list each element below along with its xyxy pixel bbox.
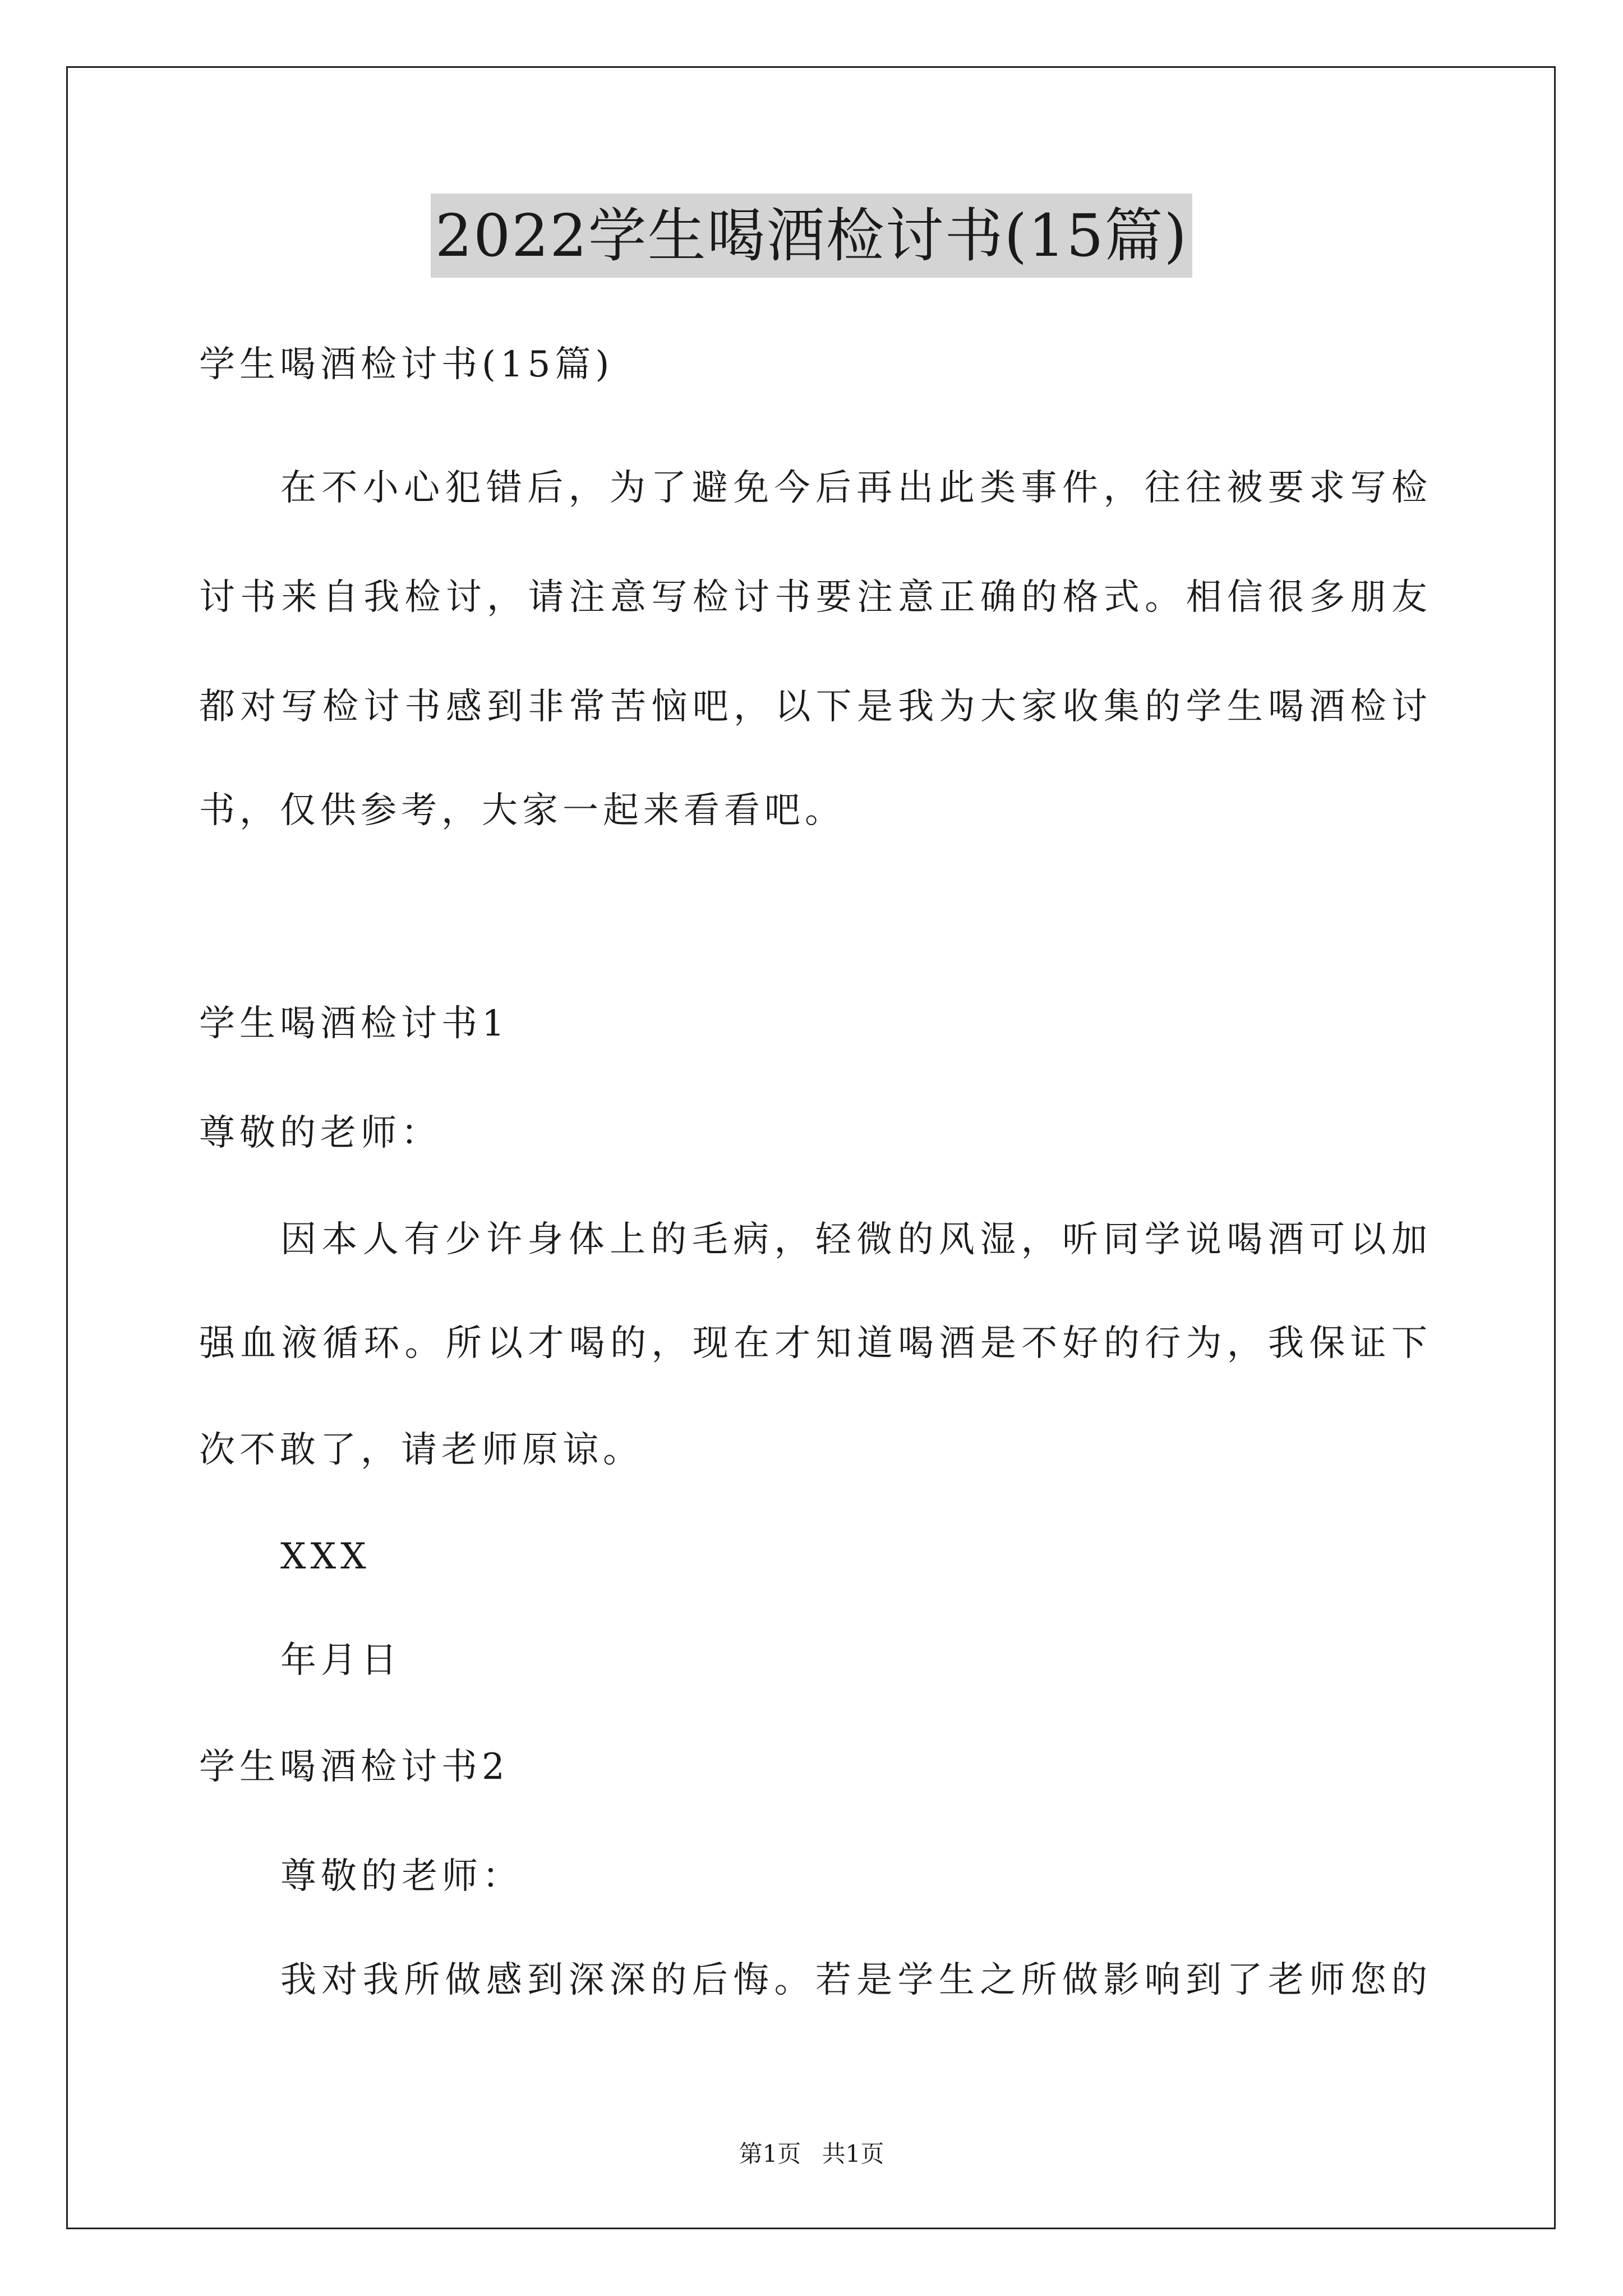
footer-total-pages: 共1页: [822, 2140, 884, 2168]
intro-line-2: 讨书来自我检讨，请注意写检讨书要注意正确的格式。相信很多朋友: [199, 577, 1427, 618]
intro-line-1: 在不小心犯错后，为了避免今后再出此类事件，往往被要求写检: [280, 467, 1427, 509]
section1-heading: 学生喝酒检讨书1: [199, 1003, 509, 1045]
title-wrap: [0, 194, 1623, 278]
document-subtitle: 学生喝酒检讨书(15篇): [199, 344, 614, 385]
section1-signature: XXX: [280, 1536, 371, 1577]
section2-salutation: 尊敬的老师：: [280, 1856, 523, 1897]
document-title: 2022学生喝酒检讨书(15篇): [431, 194, 1192, 278]
page-footer: [0, 2137, 1623, 2171]
intro-line-4: 书，仅供参考，大家一起来看看吧。: [199, 790, 845, 831]
section2-heading: 学生喝酒检讨书2: [199, 1746, 509, 1788]
section1-body-line-3: 次不敢了，请老师原谅。: [199, 1429, 643, 1471]
section1-salutation: 尊敬的老师：: [199, 1112, 441, 1154]
section1-body-line-1: 因本人有少许身体上的毛病，轻微的风湿，听同学说喝酒可以加: [280, 1219, 1427, 1260]
intro-line-3: 都对写检讨书感到非常苦恼吧，以下是我为大家收集的学生喝酒检讨: [199, 686, 1427, 728]
footer-page-number: 第1页: [739, 2140, 801, 2168]
section1-body-line-2: 强血液循环。所以才喝的，现在才知道喝酒是不好的行为，我保证下: [199, 1323, 1427, 1364]
section2-body-line-1: 我对我所做感到深深的后悔。若是学生之所做影响到了老师您的: [280, 1959, 1427, 2001]
section1-date: 年月日: [280, 1640, 402, 1681]
